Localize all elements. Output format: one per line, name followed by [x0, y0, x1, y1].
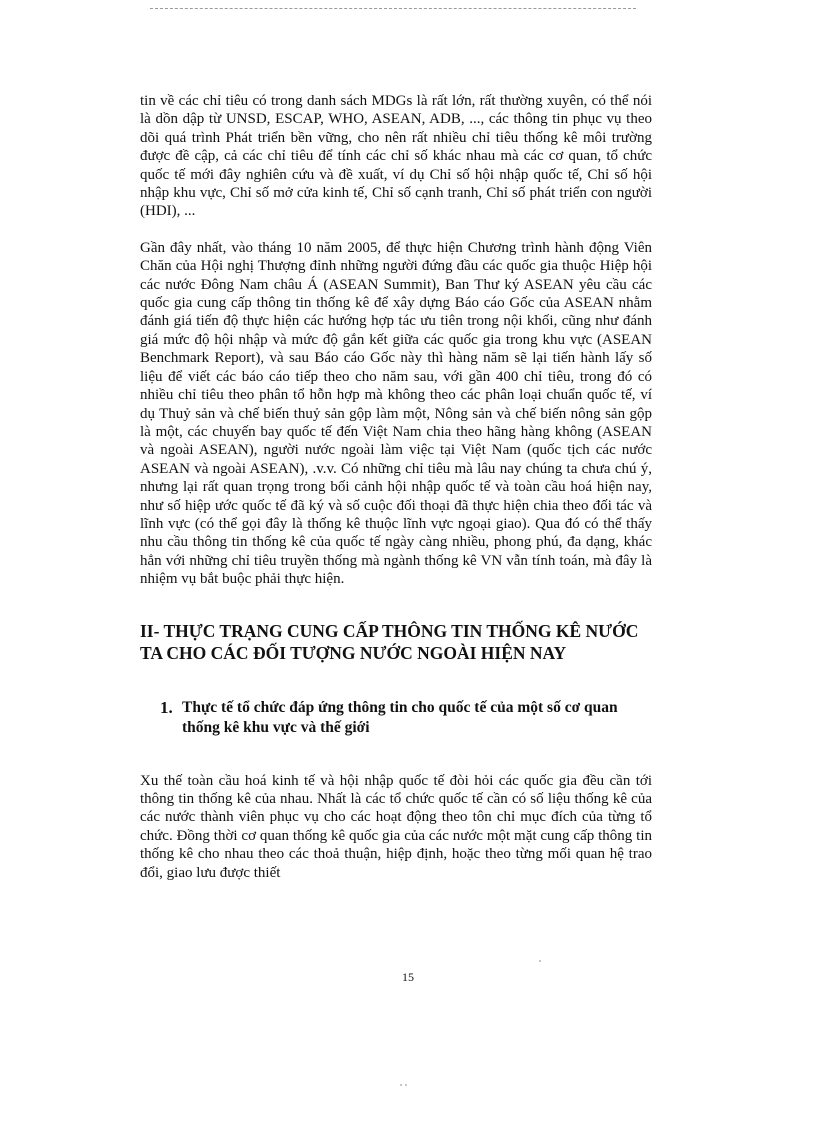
subsection-number: 1.	[160, 697, 173, 717]
header-rule	[150, 8, 636, 9]
subsection-heading	[160, 698, 652, 738]
section-heading: II- THỰC TRẠNG CUNG CẤP THÔNG TIN THỐNG KÊ NƯỚC TA CHO CÁC ĐỐI TƯỢNG NƯỚC NGOÀI HIỆN NAY	[140, 620, 639, 663]
page-number: 15	[402, 970, 414, 984]
paragraph: Gần đây nhất, vào tháng 10 năm 2005, để thực hiện Chương trình hành động Viên Chăn của Hội nghị Thượng đỉnh những người đứng đầu các quốc gia thuộc Hiệp hội các nước Đông Nam châu Á (ASEAN Summit), Ban Thư ký ASEAN yêu cầu các quốc gia cung cấp thông tin thống kê để xây dựng Báo cáo Gốc của ASEAN nhằm đánh giá tiến độ thực hiện các hướng hợp tác ưu tiên trong nội khối, cũng như đánh giá mức độ hội nhập và mức độ gắn kết giữa các quốc gia trong khu vực (ASEAN Benchmark Report), và sau Báo cáo Gốc này thì hàng năm sẽ lại tiến hành lấy số liệu để viết các báo cáo tiếp theo cho năm sau, với gần 400 chỉ tiêu, trong đó có nhiều chỉ tiêu theo phân tổ hỗn hợp mà không theo các phân loại chuẩn quốc tế, ví dụ Thuỷ sản và chế biến thuỷ sản gộp làm một, Nông sản và chế biến nông sản gộp là một, các chuyến bay quốc tế đến Việt Nam chia theo hãng hàng không (ASEAN và ngoài ASEAN), người nước ngoài làm việc tại Việt Nam (quốc tịch các nước ASEAN và ngoài ASEAN), .v.v. Có những chỉ tiêu mà lâu nay chúng ta chưa chú ý, nhưng lại rất quan trọng trong bối cảnh hội nhập quốc tế và toàn cầu hoá hiện nay, như số hiệp ước quốc tế đã ký và số cuộc đối thoại đã thực hiện chia theo đối tác và lĩnh vực (có thể gọi đây là thống kê thuộc lĩnh vực ngoại giao). Qua đó có thể thấy nhu cầu thông tin thống kê của quốc tế ngày càng nhiều, phong phú, đa dạng, khác hẳn với những chỉ tiêu truyền thống mà ngành thống kê VN vẫn tính toán, mà đây là nhiệm vụ bắt buộc phải thực hiện.	[140, 239, 652, 588]
scan-speck	[405, 1084, 407, 1086]
scan-speck	[400, 1084, 402, 1086]
paragraph: tin về các chỉ tiêu có trong danh sách MDGs là rất lớn, rất thường xuyên, có thể nói là dồn dập từ UNSD, ESCAP, WHO, ASEAN, ADB, ..., các thông tin phục vụ theo dõi quá trình Phát triển bền vững, cho nên rất nhiều chỉ tiêu thống kê môi trường được đề cập, cả các chỉ tiêu để tính các chỉ số khác nhau mà các cơ quan, tổ chức quốc tế mới đây nghiên cứu và đề xuất, ví dụ Chỉ số hội nhập quốc tế, Chỉ số hội nhập khu vực, Chỉ số mở cửa kinh tế, Chỉ số cạnh tranh, Chỉ số phát triển con người (HDI), ...	[140, 93, 652, 220]
scan-speck	[539, 960, 541, 962]
page-body	[140, 92, 652, 882]
subsection-title: Thực tế tổ chức đáp ứng thông tin cho quốc tế của một số cơ quan thống kê khu vực và thế giới	[182, 698, 618, 736]
paragraph: Xu thế toàn cầu hoá kinh tế và hội nhập quốc tế đòi hỏi các quốc gia đều cần tới thông tin thống kê của nhau. Nhất là các tổ chức quốc tế cần có số liệu thống kê của các nước thành viên phục vụ cho các hoạt động theo tôn chỉ mục đích của từng tổ chức. Đồng thời cơ quan thống kê quốc gia của các nước một mặt cung cấp thông tin thống kê cho nhau theo các thoả thuận, hiệp định, hoặc theo từng mối quan hệ trao đổi, giao lưu được thiết	[140, 772, 652, 881]
